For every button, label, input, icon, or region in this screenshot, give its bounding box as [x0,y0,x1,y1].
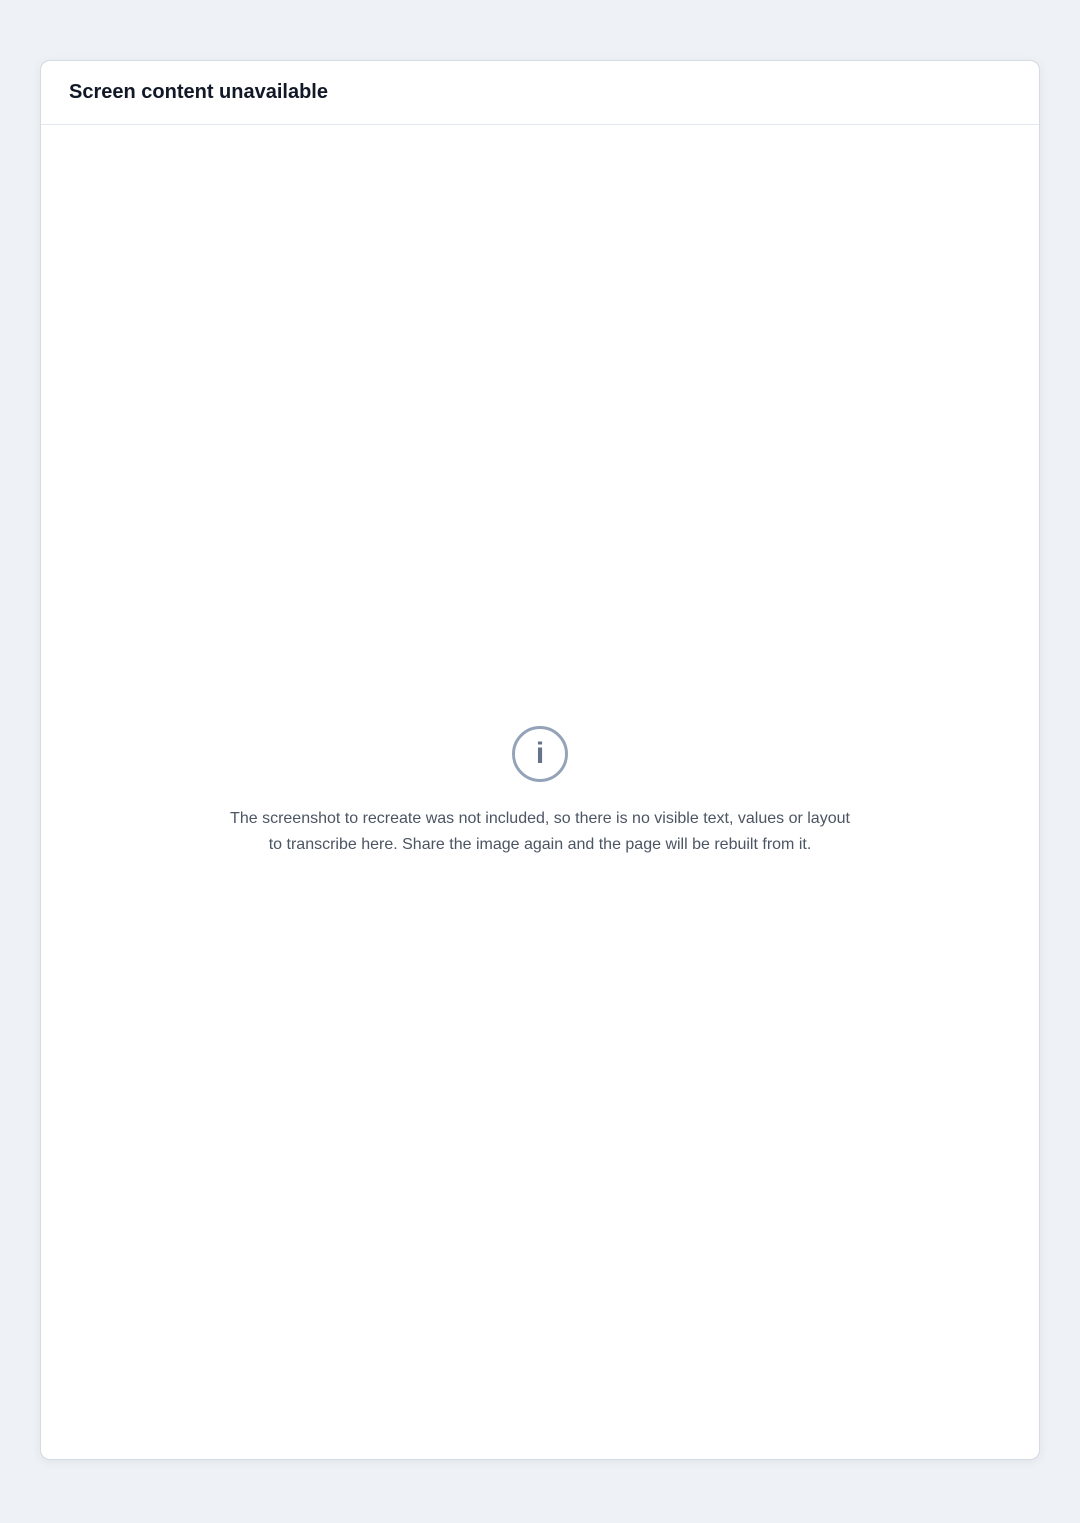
page-header [41,61,1039,125]
placeholder-frame [40,60,1040,1460]
page-title: Screen content unavailable [69,81,328,103]
notice-text: The screenshot to recreate was not included, so there is no visible text, values or layout to transcribe here. Share the image again and the page will be rebuilt from it. [230,810,850,853]
info-icon: i [512,726,568,782]
placeholder-body [41,125,1039,1459]
